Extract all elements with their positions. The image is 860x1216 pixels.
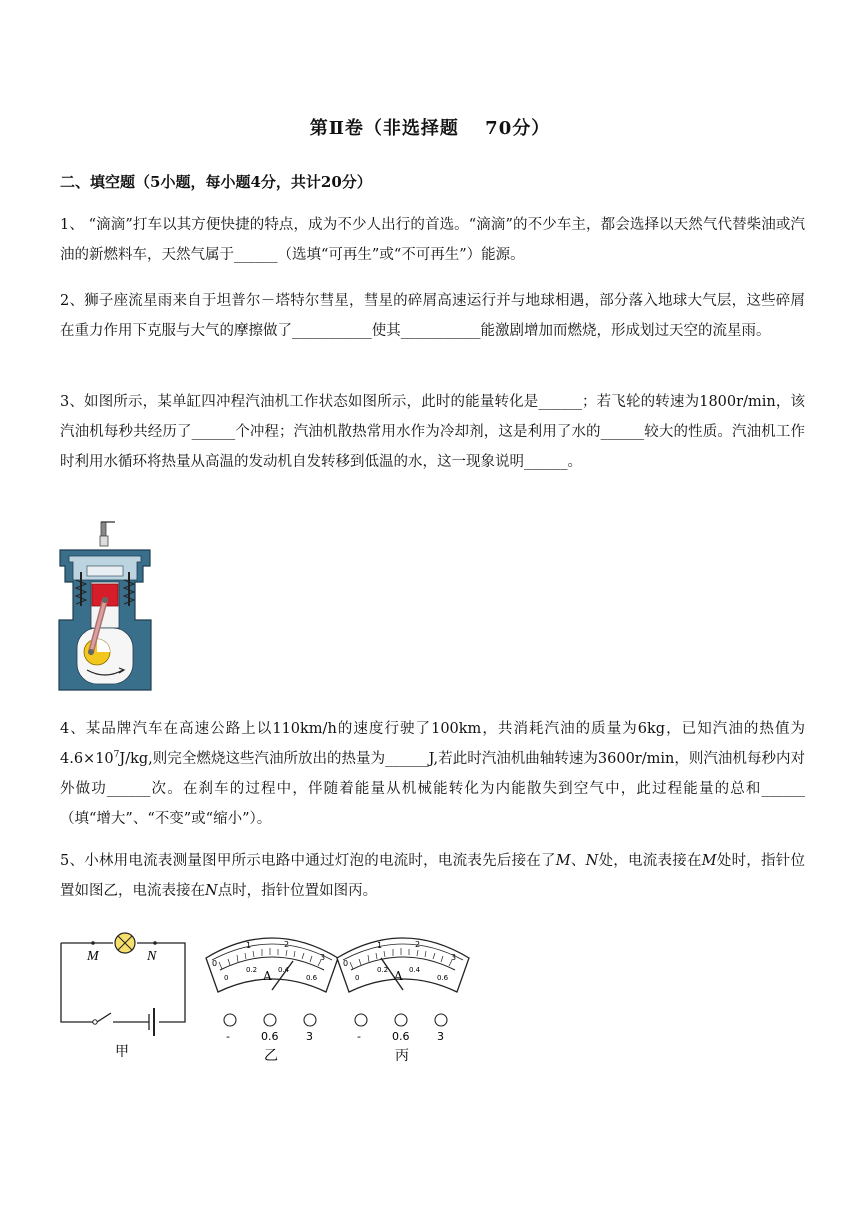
q5-text-b: 、 bbox=[570, 853, 586, 869]
engine-figure bbox=[55, 520, 155, 692]
bing-scale-top-0: 0 bbox=[343, 959, 349, 968]
caption-jia: 甲 bbox=[115, 1044, 129, 1060]
q5-text-d: 处时，指针位置如图乙，电流表接在 bbox=[60, 853, 806, 899]
page-title: 第Ⅱ卷（非选择题 70分） bbox=[309, 118, 551, 139]
var-N: N bbox=[585, 853, 599, 869]
label-M: M bbox=[87, 949, 99, 964]
caption-bing: 丙 bbox=[395, 1048, 409, 1064]
question-4-part2: J/kg,则完全燃烧这些汽油所放出的热量为______J,若此时汽油机曲轴转速为3600r/min，则汽油机每秒内对外做功______次。在刹车的过程中，伴随着能量从机械能转化为内能散失到空气中，此过程能量的总和______（填“增大”、“不变”或“缩小”）。 bbox=[60, 751, 805, 827]
yi-scale-bot-0: 0 bbox=[224, 974, 229, 982]
ammeter-yi bbox=[206, 938, 338, 1064]
yi-terminal-minus: - bbox=[226, 1030, 230, 1043]
yi-scale-top-3: 3 bbox=[320, 953, 326, 962]
yi-scale-bot-1: 0.2 bbox=[246, 966, 258, 974]
question-4-text bbox=[60, 714, 805, 834]
bing-terminal-3: 3 bbox=[437, 1030, 444, 1043]
bing-scale-top-1: 1 bbox=[377, 941, 383, 950]
question-4 bbox=[60, 714, 805, 834]
circuit-figure bbox=[55, 928, 475, 1068]
question-1 bbox=[60, 210, 805, 270]
bing-terminal-0.6: 0.6 bbox=[392, 1030, 410, 1043]
yi-terminal-3: 3 bbox=[306, 1030, 313, 1043]
bing-terminal-minus: - bbox=[357, 1030, 361, 1043]
var-M-2: M bbox=[701, 853, 717, 869]
exponent: 7 bbox=[113, 750, 120, 761]
var-M: M bbox=[555, 853, 571, 869]
yi-scale-bot-2: 0.4 bbox=[278, 966, 290, 974]
section-heading: 二、填空题（5小题，每小题4分，共计20分） bbox=[60, 173, 372, 191]
label-N: N bbox=[147, 949, 157, 964]
bing-scale-top-2: 2 bbox=[415, 940, 421, 949]
question-4-part1: 4、某品牌汽车在高速公路上以110km/h的速度行驶了100km，共消耗汽油的质量为6kg，已知汽油的热值为4.6×10 bbox=[60, 721, 805, 767]
yi-scale-top-2: 2 bbox=[284, 940, 290, 949]
yi-terminal-0.6: 0.6 bbox=[261, 1030, 279, 1043]
question-5-text bbox=[60, 846, 805, 906]
yi-unit-A: A bbox=[263, 969, 272, 983]
caption-yi: 乙 bbox=[264, 1048, 278, 1064]
bing-scale-bot-0: 0 bbox=[355, 974, 360, 982]
bing-unit-A: A bbox=[394, 969, 403, 983]
yi-scale-top-0: 0 bbox=[212, 959, 218, 968]
var-N-2: N bbox=[205, 883, 218, 899]
question-3 bbox=[60, 387, 805, 477]
question-2-text: 2、狮子座流星雨来自于坦普尔－塔特尔彗星，彗星的碎屑高速运行并与地球相遇，部分落入地球大气层，这些碎屑在重力作用下克服与大气的摩擦做了___________使其___________能激剧增加而燃烧，形成划过天空的流星雨。 bbox=[60, 293, 805, 339]
question-3-text: 3、如图所示，某单缸四冲程汽油机工作状态如图所示，此时的能量转化是______；若飞轮的转速为1800r/min，该汽油机每秒共经历了______个冲程；汽油机散热常用水作为冷却剂，这是利用了水的______较大的性质。汽油机工作时利用水循环将热量从高温的发动机自发转移到低温的水，这一现象说明______。 bbox=[60, 394, 805, 470]
bing-scale-top-3: 3 bbox=[451, 953, 457, 962]
bing-scale-bot-3: 0.6 bbox=[437, 974, 449, 982]
q5-text-a: 5、小林用电流表测量图甲所示电路中通过灯泡的电流时，电流表先后接在了 bbox=[60, 853, 556, 869]
question-2 bbox=[60, 286, 805, 346]
ammeter-bing bbox=[337, 938, 469, 1064]
bing-scale-bot-1: 0.2 bbox=[377, 966, 389, 974]
circuit-diagram bbox=[61, 943, 185, 1036]
q5-text-c: 处，电流表接在 bbox=[598, 853, 702, 869]
yi-scale-bot-3: 0.6 bbox=[306, 974, 318, 982]
q5-text-e: 点时，指针位置如图丙。 bbox=[217, 883, 378, 899]
question-1-text: 1、 “滴滴”打车以其方便快捷的特点，成为不少人出行的首选。“滴滴”的不少车主，都会选择以天然气代替柴油或汽油的新燃料车，天然气属于______（选填“可再生”或“不可再生”）能源。 bbox=[60, 217, 805, 263]
question-5 bbox=[60, 846, 805, 906]
bing-scale-bot-2: 0.4 bbox=[409, 966, 421, 974]
yi-scale-top-1: 1 bbox=[246, 941, 252, 950]
